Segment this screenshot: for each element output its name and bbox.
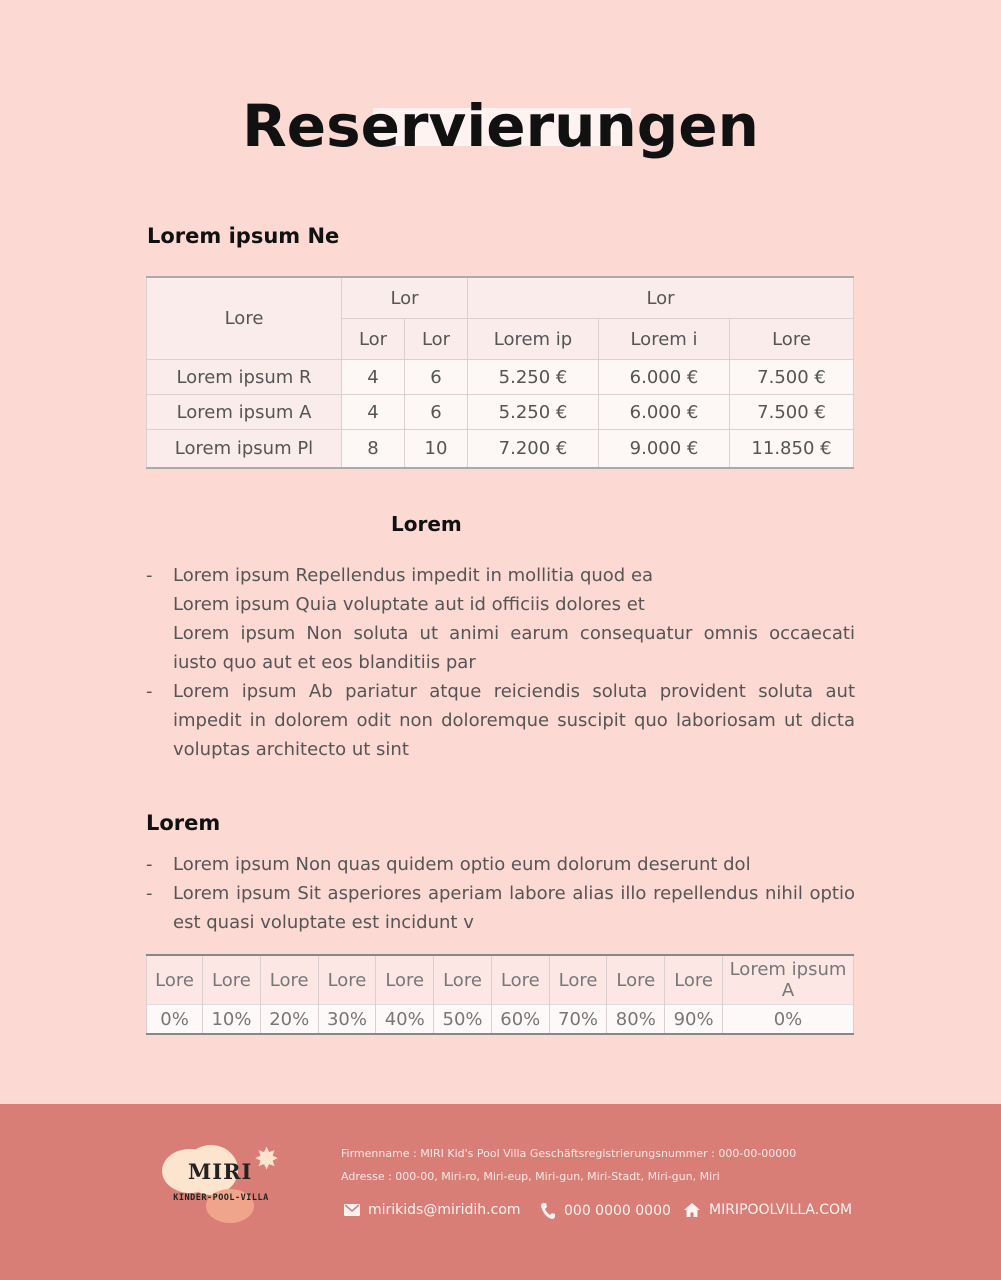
table-cell: 8 (342, 430, 405, 468)
refund-header: Lore (434, 955, 492, 1005)
table-cell: 10 (405, 430, 468, 468)
logo (154, 1143, 288, 1225)
list-item (146, 561, 855, 677)
refund-value: 40% (376, 1005, 434, 1035)
refund-header: Lore (147, 955, 203, 1005)
table-row (147, 1005, 854, 1035)
table-cell: 7.500 € (730, 395, 854, 430)
row-label: Lorem ipsum Pl (147, 430, 342, 468)
sparkle-icon: ✸ (254, 1142, 280, 1177)
table-row (147, 395, 854, 430)
refund-header: Lore (376, 955, 434, 1005)
table-subheader: Lore (730, 319, 854, 360)
refund-value: 10% (203, 1005, 261, 1035)
bullet-dash: - (146, 565, 153, 586)
table-cell: 9.000 € (599, 430, 730, 468)
refund-header: Lore (549, 955, 607, 1005)
table-cell: 4 (342, 395, 405, 430)
table-cell: 7.200 € (468, 430, 599, 468)
refund-table (146, 954, 854, 1035)
section-heading-notes: Lorem (391, 512, 462, 536)
refund-value: 0% (147, 1005, 203, 1035)
table-subheader: Lor (405, 319, 468, 360)
footer (0, 1104, 1001, 1280)
cancellation-list (146, 850, 855, 937)
section-heading-rates: Lorem ipsum Ne (147, 224, 340, 248)
email-text: mirikids@miridih.com (368, 1202, 521, 1218)
list-item (146, 879, 855, 937)
table-row (147, 360, 854, 395)
table-cell: 6 (405, 360, 468, 395)
row-label: Lorem ipsum A (147, 395, 342, 430)
list-text: Lorem ipsum Sit asperiores aperiam labore alias illo repellendus nihil optio est quasi voluptate est incidunt v (173, 883, 855, 933)
table-cell: 4 (342, 360, 405, 395)
list-item (146, 850, 855, 879)
table-corner-header: Lore (147, 277, 342, 360)
refund-header: Lore (665, 955, 723, 1005)
list-text: Lorem ipsum Non quas quidem optio eum dolorum deserunt dol (173, 854, 751, 875)
table-subheader: Lorem i (599, 319, 730, 360)
refund-header: Lore (203, 955, 261, 1005)
refund-value: 70% (549, 1005, 607, 1035)
notes-list (146, 561, 855, 764)
logo-text: MIRI (188, 1159, 253, 1184)
bullet-dash: - (146, 854, 153, 875)
row-label: Lorem ipsum R (147, 360, 342, 395)
table-group-header: Lor (468, 277, 854, 319)
refund-value: 90% (665, 1005, 723, 1035)
address-info: Adresse : 000-00, Miri-ro, Miri-eup, Miri-gun, Miri-Stadt, Miri-gun, Miri (341, 1170, 720, 1183)
refund-header: Lorem ipsum A (723, 955, 854, 1005)
refund-value: 30% (318, 1005, 376, 1035)
section-heading-cancellation: Lorem (146, 811, 221, 835)
table-group-header: Lor (342, 277, 468, 319)
refund-value: 80% (607, 1005, 665, 1035)
bullet-dash: - (146, 681, 153, 702)
mail-icon (344, 1204, 360, 1216)
title-wrap (0, 92, 1001, 160)
list-item (146, 677, 855, 764)
company-info: Firmenname : MIRI Kid's Pool Villa Geschäftsregistrierungsnummer : 000-00-00000 (341, 1147, 797, 1160)
logo-subtitle: KINDER-POOL-VILLA (173, 1193, 269, 1203)
refund-header: Lore (260, 955, 318, 1005)
refund-header: Lore (318, 955, 376, 1005)
refund-value: 60% (491, 1005, 549, 1035)
table-cell: 6.000 € (599, 360, 730, 395)
table-cell: 5.250 € (468, 360, 599, 395)
table-cell: 7.500 € (730, 360, 854, 395)
list-line: Lorem ipsum Quia voluptate aut id officiis dolores et (173, 594, 645, 615)
home-icon (683, 1202, 701, 1218)
phone-text: 000 0000 0000 (564, 1203, 671, 1219)
refund-header: Lore (607, 955, 665, 1005)
table-subheader: Lorem ip (468, 319, 599, 360)
bullet-dash: - (146, 883, 153, 904)
price-table (146, 276, 854, 469)
page-title: Reservierungen (242, 92, 759, 160)
table-cell: 11.850 € (730, 430, 854, 468)
phone-contact[interactable] (540, 1202, 671, 1220)
list-line: Lorem ipsum Non soluta ut animi earum consequatur omnis occaecati iusto quo aut et eos blanditiis par (173, 623, 855, 673)
refund-value: 50% (434, 1005, 492, 1035)
list-text: Lorem ipsum Ab pariatur atque reiciendis soluta provident soluta aut impedit in dolorem odit non doloremque suscipit quo laboriosam ut dicta voluptas architecto ut sint (173, 681, 855, 760)
phone-icon (540, 1202, 556, 1220)
website-text: MIRIPOOLVILLA.COM (709, 1202, 853, 1218)
refund-header: Lore (491, 955, 549, 1005)
table-cell: 6.000 € (599, 395, 730, 430)
table-row (147, 430, 854, 468)
table-subheader: Lor (342, 319, 405, 360)
website-contact[interactable] (683, 1202, 852, 1218)
table-cell: 5.250 € (468, 395, 599, 430)
refund-value: 20% (260, 1005, 318, 1035)
list-line: Lorem ipsum Repellendus impedit in mollitia quod ea (173, 565, 654, 586)
email-contact[interactable] (344, 1202, 521, 1218)
refund-value: 0% (723, 1005, 854, 1035)
table-cell: 6 (405, 395, 468, 430)
